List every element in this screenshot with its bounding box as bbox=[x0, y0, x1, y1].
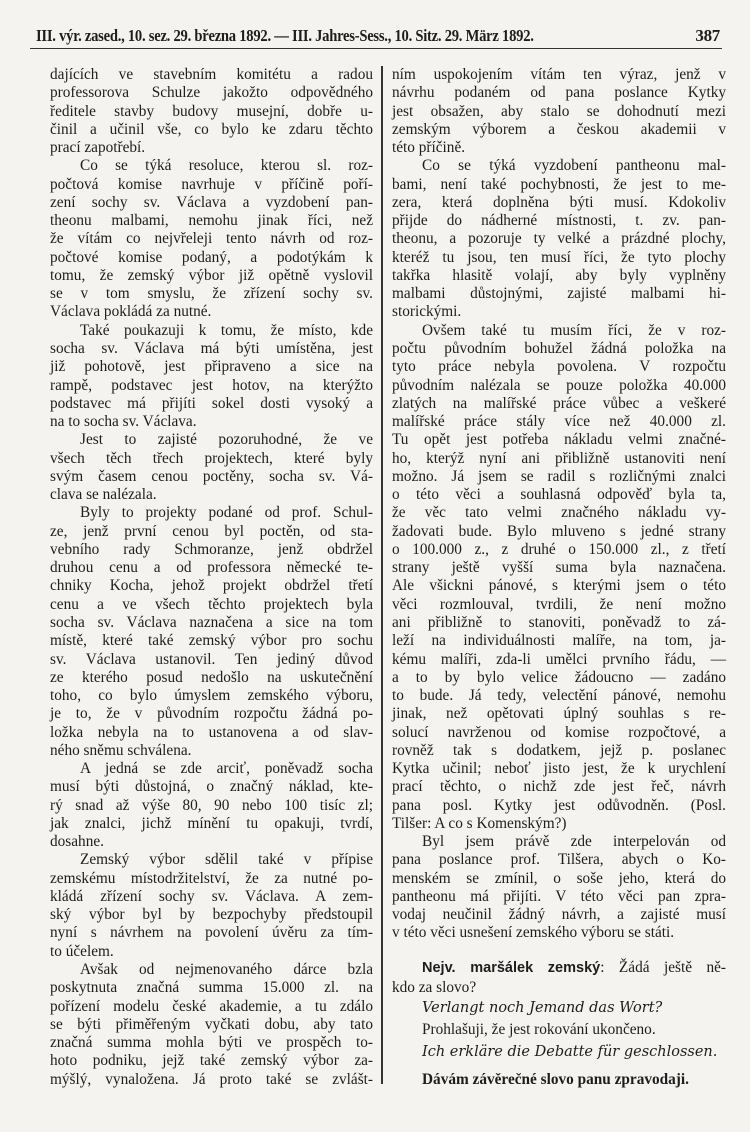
text-line: ani přibližně to stanoviti, poněvadž to zá- bbox=[392, 613, 726, 631]
left-column bbox=[50, 66, 373, 1089]
text-line: se býti přiměřeným vyčkati dobu, aby tato bbox=[50, 1015, 373, 1033]
text-line: dosahne. bbox=[50, 833, 104, 851]
paragraph bbox=[50, 760, 373, 851]
text-line: malířské práce stály více než 40.000 zl. bbox=[392, 413, 726, 431]
text-line: nyní s návrhem na povolení úvěru za tím- bbox=[50, 924, 373, 942]
text-line: a to by bylo velice žádoucno — zadáno bbox=[392, 668, 726, 686]
text-line: dajících ve stavebním komitétu a radou bbox=[50, 66, 373, 83]
paragraph bbox=[50, 157, 373, 321]
text-line: ze, jenž první cenou byl poctěn, od sta- bbox=[50, 522, 373, 540]
text-line: počtu původním bohužel žádná položka na bbox=[392, 339, 726, 357]
text-line: takřka hlasitě volají, aby byly vyplněny bbox=[392, 266, 726, 284]
paragraph bbox=[392, 833, 726, 943]
text-line: Ale všickni pánové, s kterými jsem o této bbox=[392, 577, 726, 595]
text-line: Také poukazuji k tomu, že místo, kde bbox=[80, 321, 373, 339]
text-line: o 100.000 z., z druhé o 150.000 zl., z třetí bbox=[392, 540, 726, 558]
paragraph bbox=[392, 157, 726, 321]
text-line: se v tom smyslu, že zřízení sochy sv. bbox=[50, 285, 373, 303]
text-line: zera, která doplněna býti musí. Kdokoliv bbox=[392, 193, 726, 211]
text-line: Jest to zajisté pozoruhodné, že ve bbox=[80, 431, 373, 449]
text-line: Avšak od nejmenovaného dárce bzla bbox=[80, 961, 373, 979]
page-number: 387 bbox=[695, 26, 720, 45]
text-line: kládá zřízení sochy sv. Václava. A zem- bbox=[50, 887, 373, 905]
text-line: v této věci usnešení zemského výboru se státi. bbox=[392, 924, 675, 942]
text-line: theonu malbami, nemohu jinak říci, než bbox=[50, 212, 373, 230]
text-line: hoto podniku, jejž také zemský výbor za- bbox=[50, 1052, 373, 1070]
text-line: jak znalci, jichž mínění tu opakuji, tvrdí, bbox=[50, 814, 373, 832]
text-line: Ovšem také tu musím říci, že v roz- bbox=[422, 321, 726, 339]
text-line: značná summa mohla býti ve prospěch to- bbox=[50, 1034, 373, 1052]
paragraph bbox=[392, 66, 726, 157]
text-line: cenu a ve všech těchto projektech byla bbox=[50, 595, 373, 613]
text-line: mýšlý, vynaložena. Já proto také se zvlášt- bbox=[50, 1070, 373, 1088]
text-line: je to, že v původním rozpočtu žádná po- bbox=[50, 705, 373, 723]
text-line: poskytnuta značná summa 15.000 zl. na bbox=[50, 979, 373, 997]
text-line: počtová komise navrhuje v příčině poří- bbox=[50, 175, 373, 193]
text-line: přijde do nádherné místnosti, t. zv. pan- bbox=[392, 212, 726, 230]
text-line: vebního rady Schmoranze, jenž obdržel bbox=[50, 540, 373, 558]
text-line: tyto práce nebyla povolena. V rozpočtu bbox=[392, 358, 726, 376]
text-line: chniky Kocha, jehož projekt obdržel třetí bbox=[50, 577, 373, 595]
text-line: ním uspokojením vítám ten výraz, jenž v bbox=[392, 66, 726, 83]
text-line: věci rozmlouval, tvrdili, že není možno bbox=[392, 595, 726, 613]
text-line: jinak, než opětovati úplný souhlas s re- bbox=[392, 705, 726, 723]
text-line: Tilšer: A co s Komenským?) bbox=[392, 814, 567, 832]
text-line: všech těch třech projektech, které byly bbox=[50, 449, 373, 467]
text-line: místě, které také zemský výbor pro sochu bbox=[50, 632, 373, 650]
text-line: clava se nalézala. bbox=[50, 486, 157, 504]
text-line: storickými. bbox=[392, 303, 462, 321]
text-line: kteréž tu jsou, ten musí říci, že tyto plochy bbox=[392, 248, 726, 266]
text-line: musí býti důstojná, o značný náklad, kte- bbox=[50, 778, 373, 796]
declaration: Prohlašuji, že jest rokování ukončeno. bbox=[422, 1020, 656, 1038]
text-line: pantheonu má přijíti. V této věci pan zpra- bbox=[392, 887, 726, 905]
text-line: pana posl. Kytky jest odůvodněn. (Posl. bbox=[392, 796, 726, 814]
text-line: rampě, podstavec jest hotov, na kterýžto bbox=[50, 376, 373, 394]
text-line: ného sněmu schválena. bbox=[50, 741, 192, 759]
paragraph bbox=[50, 504, 373, 760]
text-line: rý snad až výše 80, 90 nebo 100 tisíc zl; bbox=[50, 796, 373, 814]
text-line: toho, co bylo úmyslem zemského výboru, bbox=[50, 687, 373, 705]
german-question: Verlangt noch Jemand das Wort? bbox=[422, 999, 663, 1016]
right-column bbox=[392, 66, 726, 1091]
text-line: zlatých na malířské práce vůbec a veškeré bbox=[392, 394, 726, 412]
paragraph bbox=[50, 431, 373, 504]
closing-section bbox=[392, 957, 726, 1091]
text-line: zení sochy sv. Václava a vyzdobení pan- bbox=[50, 193, 373, 211]
text-line: prací zapotřebí. bbox=[50, 139, 146, 157]
text-line: tomu, že zemský výbor již opětně vyslovil bbox=[50, 266, 373, 284]
text-line: na to socha sv. Václava. bbox=[50, 413, 197, 431]
paragraph bbox=[50, 322, 373, 432]
text-line: Byl jsem právě zde interpelován od bbox=[422, 833, 726, 851]
text-line: zemským výborem a českou akademii v bbox=[392, 120, 726, 138]
text-line: druhou cenu a od professora německé te- bbox=[50, 559, 373, 577]
column-divider bbox=[381, 66, 383, 1084]
text-line: socha sv. Václava má býti umístěna, jest bbox=[50, 339, 373, 357]
text-line: socha sv. Václava naznačena a sice na tom bbox=[50, 613, 373, 631]
german-declaration: Ich erkläre die Debatte für geschlossen. bbox=[422, 1043, 718, 1060]
text-line: leží na individuálnosti malíře, na tom, ja- bbox=[392, 632, 726, 650]
paragraph bbox=[50, 961, 373, 1089]
text-line: že věc tato velmi značného nákladu vy- bbox=[392, 504, 726, 522]
text-line: theonu, a pozoruje ty velké a prázdné plochy, bbox=[392, 230, 726, 248]
text-line: původním nalézala se pouze položka 40.000 bbox=[392, 376, 726, 394]
text-line: Václava pokládá za nutné. bbox=[50, 303, 212, 321]
text-line: Co se týká resoluce, kterou sl. roz- bbox=[80, 157, 373, 175]
speech-continuation: kdo za slovo? bbox=[392, 978, 477, 996]
text-line: pana poslance prof. Tilšera, abych o Ko- bbox=[392, 851, 726, 869]
text-line: malbami důstojnými, zajisté malbami hi- bbox=[392, 285, 726, 303]
text-line: sv. Václava ustanovil. Ten jediný důvod bbox=[50, 650, 373, 668]
header-title: III. výr. zased., 10. sez. 29. března 1892. — III. Jahres-Sess., 10. Sitz. 29. März 1892. bbox=[36, 26, 534, 45]
paragraph bbox=[50, 66, 373, 157]
paragraph bbox=[50, 851, 373, 961]
text-line: žadovati bude. Bylo mluveno s jedné strany bbox=[392, 522, 726, 540]
text-line: to bude. Já tedy, velectění pánové, nemohu bbox=[392, 687, 726, 705]
text-line: menském se zmínil, o soše jeho, která do bbox=[392, 869, 726, 887]
text-line: Co se týká vyzdobení pantheonu mal- bbox=[422, 157, 726, 175]
text-line: ředitele stavby budovy musejní, dobře u- bbox=[50, 102, 373, 120]
text-line: počtové komise podaný, a podotýkám k bbox=[50, 248, 373, 266]
text-line: návrhu podaném od pana poslance Kytky bbox=[392, 84, 726, 102]
text-line: prací těchto, o nichž zde jest řeč, návrh bbox=[392, 778, 726, 796]
text-line: to účelem. bbox=[50, 942, 114, 960]
text-line: o této věci a souhlasná odpověď byla ta, bbox=[392, 486, 726, 504]
text-line: pořízení modelu české akademie, a tu zdálo bbox=[50, 997, 373, 1015]
paragraph bbox=[392, 322, 726, 833]
text-line: strany ještě vyšší suma byla naznačena. bbox=[392, 559, 726, 577]
text-line: ložka nebyla na to ustanovena a od slav- bbox=[50, 723, 373, 741]
text-line: kému malíři, zda-li umělci prvního řádu, — bbox=[392, 650, 726, 668]
text-line: professorova Schulze jakožto odpovědného bbox=[50, 84, 373, 102]
text-line: Kytka učinil; neboť jisto jest, že k urychlení bbox=[392, 760, 726, 778]
text-line: činil a učinil vše, co bylo ke zdaru těchto bbox=[50, 120, 373, 138]
text-line: ze kterého posud nedošlo na uskutečnění bbox=[50, 668, 373, 686]
speaker-line bbox=[392, 957, 726, 979]
text-line: Byly to projekty podané od prof. Schul- bbox=[80, 504, 373, 522]
text-line: bami, není také pochybnosti, že jest to me- bbox=[392, 175, 726, 193]
running-header bbox=[30, 26, 722, 49]
text-line: solucí navrženou od komise rozpočtové, a bbox=[392, 723, 726, 741]
text-line: vodaj neučinil žádný návrh, a zajisté musí bbox=[392, 906, 726, 924]
text-line: podstavec má přijíti sokel dosti vysoký a bbox=[50, 394, 373, 412]
speech-text: : Žádá ještě ně- bbox=[600, 958, 726, 976]
text-line: svým časem cenou poctěny, socha sv. Vá- bbox=[50, 467, 373, 485]
text-line: Tu opět jest potřeba nákladu velmi značné- bbox=[392, 431, 726, 449]
text-line: ho, kterýž nyní ani přibližně ustanoviti není bbox=[392, 449, 726, 467]
text-line: zemskému místodržitelství, že za nutné po- bbox=[50, 869, 373, 887]
section-gap bbox=[392, 943, 726, 957]
text-line: A jedná se zde arciť, poněvadž socha bbox=[80, 760, 373, 778]
text-line: rovněž tak s dodatkem, jejž p. poslanec bbox=[392, 741, 726, 759]
text-line: možno. Já jsem se radil s rozličnými znalci bbox=[392, 467, 726, 485]
text-line: této příčině. bbox=[392, 139, 466, 157]
text-line: již pohotově, jest připraveno a sice na bbox=[50, 358, 373, 376]
text-line: ský výbor byl by bezpochyby předstoupil bbox=[50, 906, 373, 924]
text-line: že vítám co nejvřeleji tento návrh od roz- bbox=[50, 230, 373, 248]
text-line: jest obsažen, aby stalo se dohodnutí mezi bbox=[392, 102, 726, 120]
text-line: Zemský výbor sdělil také v přípise bbox=[80, 851, 373, 869]
speaker-name: Nejv. maršálek zemský bbox=[422, 959, 601, 976]
final-word: Dávám závěrečné slovo panu zpravodaji. bbox=[422, 1070, 689, 1088]
right-column-paragraphs bbox=[392, 66, 726, 943]
